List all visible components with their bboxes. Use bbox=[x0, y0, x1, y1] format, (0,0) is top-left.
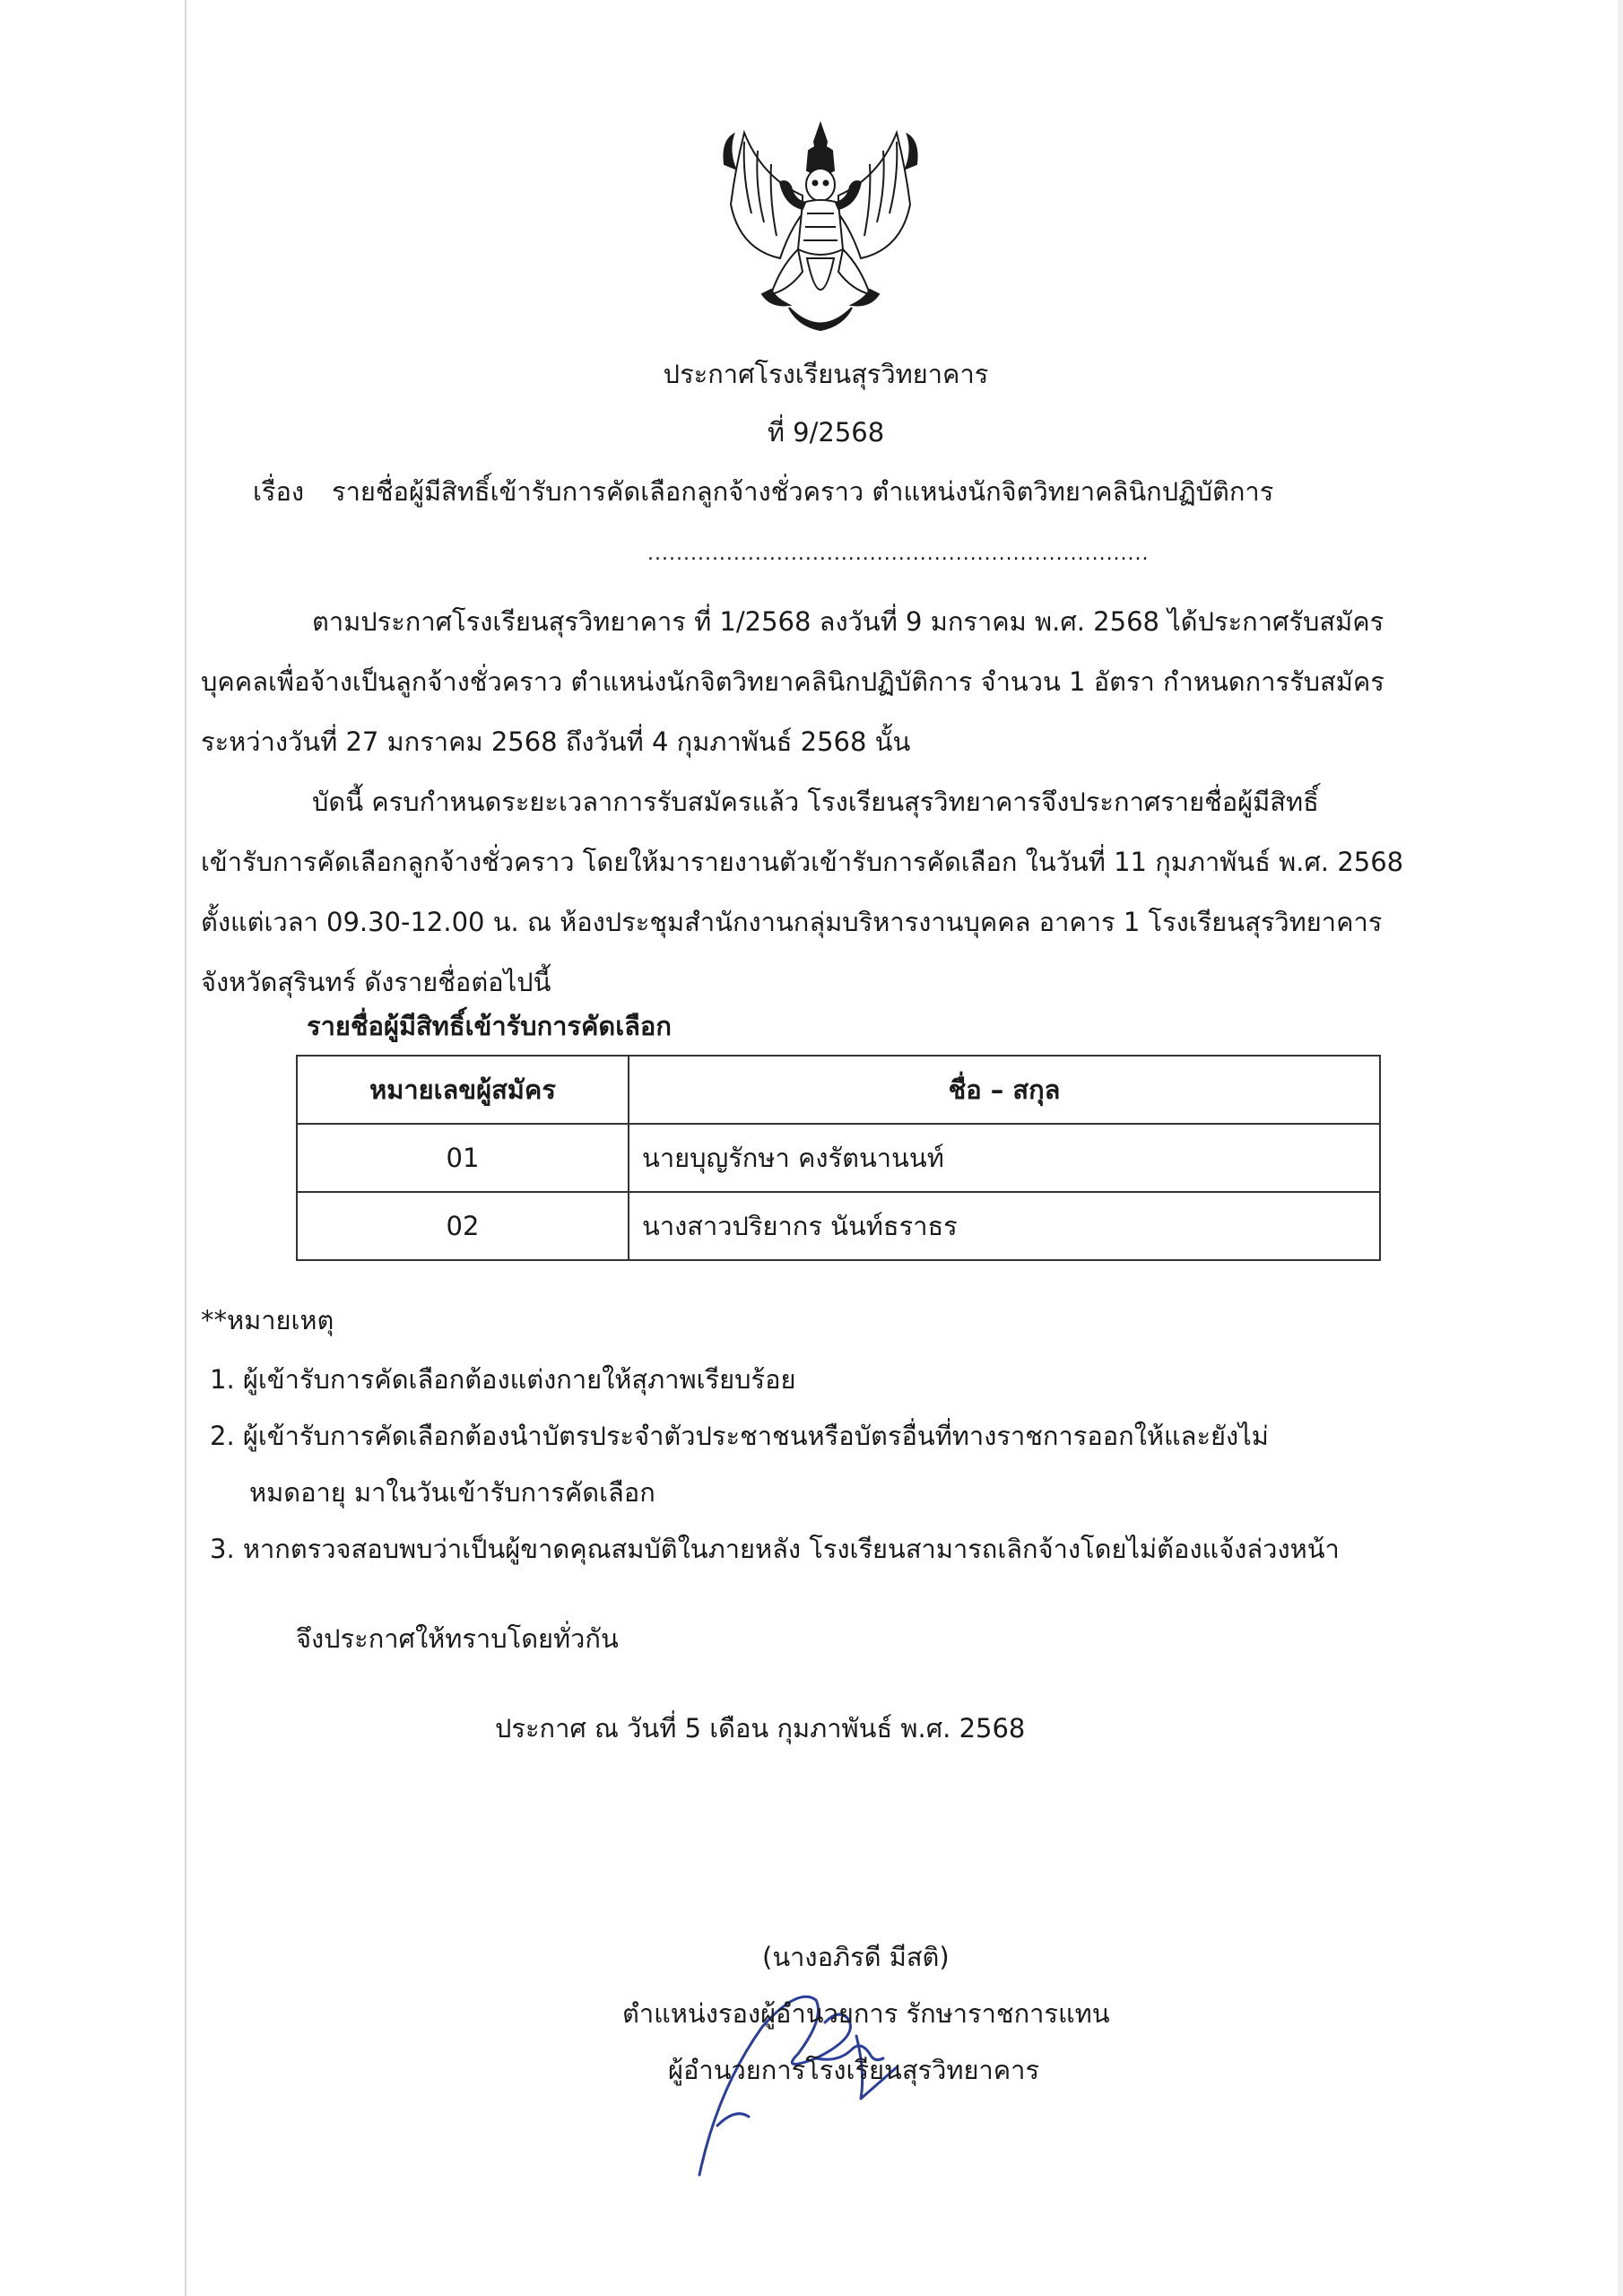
note-2-line-2: หมดอายุ มาในวันเข้ารับการคัดเลือก bbox=[249, 1477, 655, 1508]
notes-title: **หมายเหตุ bbox=[201, 1305, 334, 1335]
candidate-name: นายบุญรักษา คงรัตนานนท์ bbox=[629, 1124, 1380, 1192]
table-row bbox=[297, 1192, 1380, 1260]
column-header-number: หมายเลขผู้สมัคร bbox=[297, 1056, 629, 1124]
scan-edge bbox=[185, 0, 187, 2296]
scan-edge-right bbox=[1618, 0, 1623, 2296]
note-3: 3. หากตรวจสอบพบว่าเป็นผู้ขาดคุณสมบัติในภายหลัง โรงเรียนสามารถเลิกจ้างโดยไม่ต้องแจ้งล่วงหน้า bbox=[210, 1534, 1340, 1564]
announcement-number: ที่ 9/2568 bbox=[767, 417, 885, 448]
closing-announcement: จึงประกาศให้ทราบโดยทั่วกัน bbox=[296, 1623, 619, 1654]
paragraph-2-line-2: เข้ารับการคัดเลือกลูกจ้างชั่วคราว โดยให้มารายงานตัวเข้ารับการคัดเลือก ในวันที่ 11 กุมภาพันธ์ พ.ศ. 2568 bbox=[201, 847, 1404, 877]
candidate-number: 01 bbox=[297, 1124, 629, 1192]
signatory-position-1: ตำแหน่งรองผู้อำนวยการ รักษาราชการแทน bbox=[622, 1998, 1110, 2029]
paragraph-2-line-4: จังหวัดสุรินทร์ ดังรายชื่อต่อไปนี้ bbox=[201, 967, 551, 997]
table-header-row bbox=[297, 1056, 1380, 1124]
table-row bbox=[297, 1124, 1380, 1192]
signatory-position-2: ผู้อำนวยการโรงเรียนสุรวิทยาคาร bbox=[668, 2055, 1040, 2085]
subject-text: รายชื่อผู้มีสิทธิ์เข้ารับการคัดเลือกลูกจ้างชั่วคราว ตำแหน่งนักจิตวิทยาคลินิกปฏิบัติการ bbox=[332, 476, 1274, 507]
garuda-emblem-icon bbox=[708, 115, 933, 339]
paragraph-2-line-3: ตั้งแต่เวลา 09.30-12.00 น. ณ ห้องประชุมสำนักงานกลุ่มบริหารงานบุคคล อาคาร 1 โรงเรียนสุรวิทยาคาร bbox=[201, 907, 1383, 937]
candidate-name: นางสาวปริยากร นันท์ธราธร bbox=[629, 1192, 1380, 1260]
column-header-name: ชื่อ – สกุล bbox=[629, 1056, 1380, 1124]
note-1: 1. ผู้เข้ารับการคัดเลือกต้องแต่งกายให้สุภาพเรียบร้อย bbox=[210, 1364, 796, 1395]
paragraph-1-line-2: บุคคลเพื่อจ้างเป็นลูกจ้างชั่วคราว ตำแหน่งนักจิตวิทยาคลินิกปฏิบัติการ จำนวน 1 อัตรา กำหนดการรับสมัคร bbox=[201, 666, 1384, 697]
signatory-name: (นางอภิรดี มีสติ) bbox=[762, 1942, 950, 1972]
candidate-table bbox=[296, 1055, 1381, 1261]
paragraph-1-line-1: ตามประกาศโรงเรียนสุรวิทยาคาร ที่ 1/2568 ลงวันที่ 9 มกราคม พ.ศ. 2568 ได้ประกาศรับสมัคร bbox=[312, 606, 1384, 637]
list-title: รายชื่อผู้มีสิทธิ์เข้ารับการคัดเลือก bbox=[307, 1011, 672, 1041]
announcement-title: ประกาศโรงเรียนสุรวิทยาคาร bbox=[663, 359, 989, 389]
separator-line: ...................................................................... bbox=[647, 543, 1150, 565]
paragraph-2-line-1: บัดนี้ ครบกำหนดระยะเวลาการรับสมัครแล้ว โรงเรียนสุรวิทยาคารจึงประกาศรายชื่อผู้มีสิทธิ์ bbox=[312, 787, 1319, 817]
paragraph-1-line-3: ระหว่างวันที่ 27 มกราคม 2568 ถึงวันที่ 4 กุมภาพันธ์ 2568 นั้น bbox=[201, 726, 911, 757]
note-2-line-1: 2. ผู้เข้ารับการคัดเลือกต้องนำบัตรประจำตัวประชาชนหรือบัตรอื่นที่ทางราชการออกให้และยังไม่ bbox=[210, 1421, 1269, 1451]
candidate-number: 02 bbox=[297, 1192, 629, 1260]
subject-label: เรื่อง bbox=[253, 476, 305, 507]
announcement-date: ประกาศ ณ วันที่ 5 เดือน กุมภาพันธ์ พ.ศ. 2568 bbox=[495, 1713, 1026, 1744]
